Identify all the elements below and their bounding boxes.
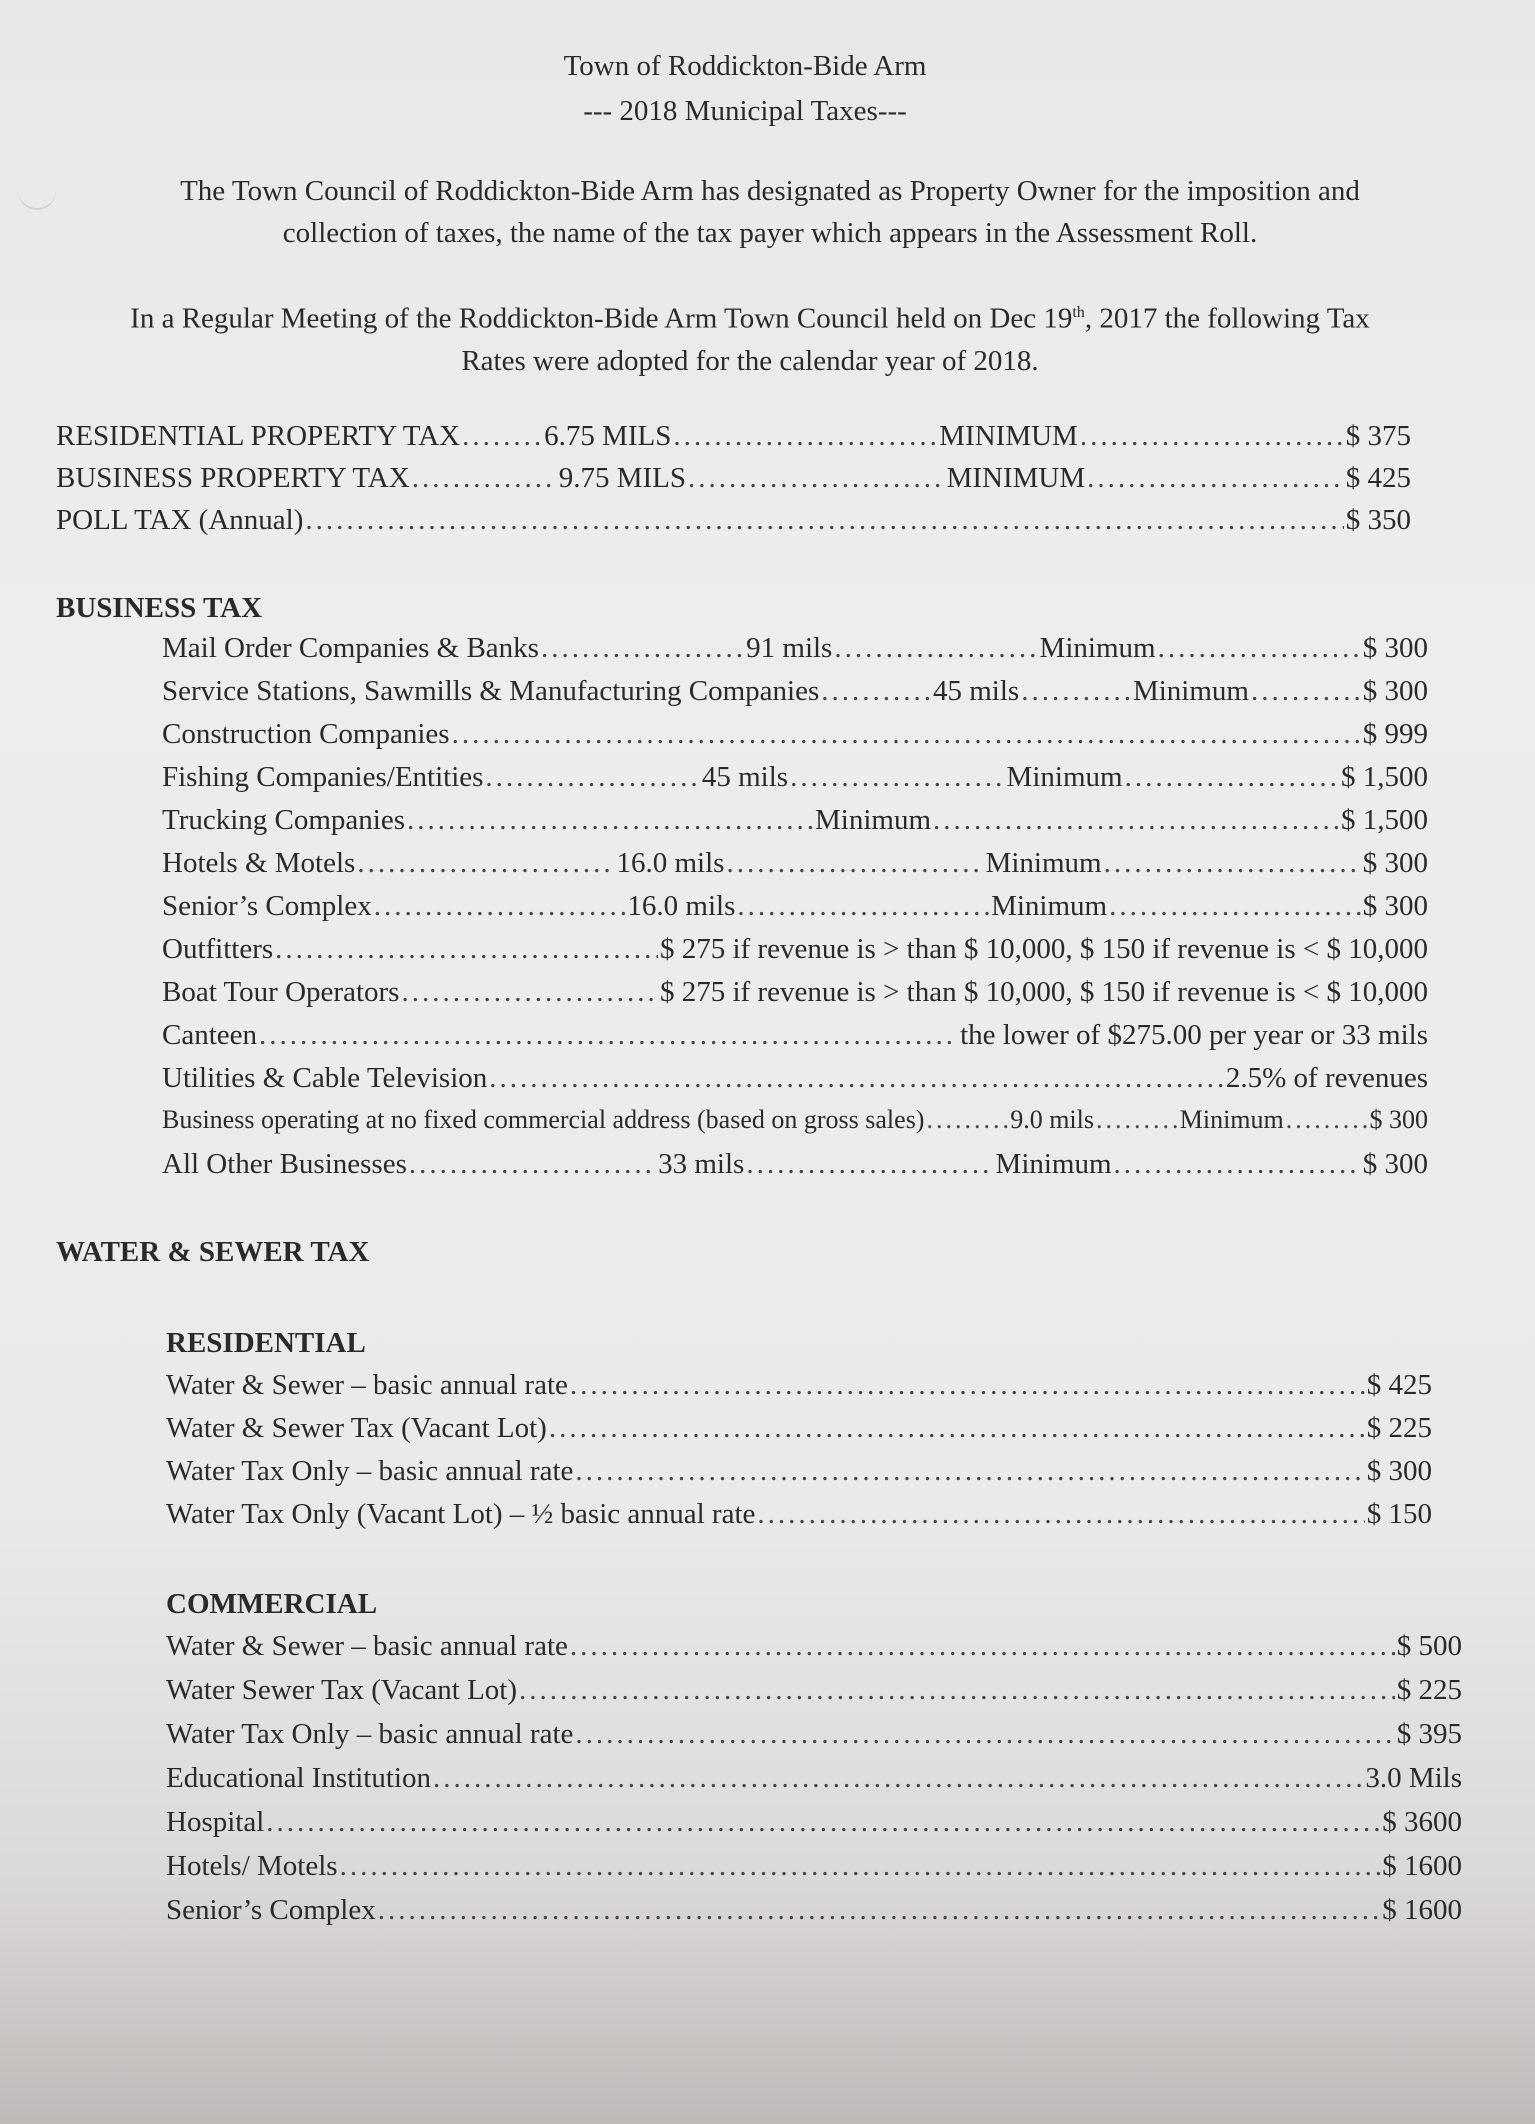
rate-amount: $ 300	[1362, 675, 1428, 707]
dot-leader	[489, 1062, 1224, 1095]
dot-leader	[1125, 761, 1339, 794]
minimum-label: Minimum	[985, 847, 1102, 879]
rate-label: Outfitters	[162, 933, 274, 965]
rate-amount: $ 395	[1396, 1718, 1462, 1750]
tax-rate-row	[166, 1498, 1432, 1531]
dot-leader	[549, 1412, 1365, 1445]
rate-label: Water Tax Only – basic annual rate	[166, 1718, 574, 1750]
dot-leader	[452, 718, 1361, 751]
rate-amount: $ 300	[1362, 632, 1428, 664]
rate-amount: $ 300	[1366, 1455, 1432, 1487]
rate-amount: $ 300	[1362, 847, 1428, 879]
dot-leader	[266, 1806, 1380, 1839]
tax-rate-row	[162, 933, 1428, 966]
rate-amount: $ 425	[1366, 1369, 1432, 1401]
dot-leader	[433, 1762, 1363, 1795]
dot-leader	[570, 1369, 1365, 1402]
rate-label: Water & Sewer – basic annual rate	[166, 1630, 568, 1662]
tax-rate-row	[166, 1806, 1462, 1839]
dot-leader	[575, 1455, 1364, 1488]
dot-leader	[357, 847, 614, 880]
rate-amount: $ 1,500	[1341, 761, 1429, 793]
dot-leader	[1114, 1148, 1361, 1181]
rate-mils: 9.0 mils	[1010, 1105, 1094, 1134]
rate-amount: $ 999	[1362, 718, 1428, 750]
dot-leader	[259, 1019, 958, 1052]
tax-rate-row	[166, 1718, 1462, 1751]
rate-label: Hospital	[166, 1806, 265, 1838]
rate-label: Water & Sewer – basic annual rate	[166, 1369, 568, 1401]
paper-crease-mark	[18, 186, 56, 210]
rate-mils: 91 mils	[746, 632, 833, 664]
dot-leader	[1104, 847, 1361, 880]
rate-label: Water Sewer Tax (Vacant Lot)	[166, 1674, 518, 1706]
dot-leader	[407, 804, 813, 837]
tax-rate-row	[166, 1369, 1432, 1402]
rate-amount: $ 1600	[1382, 1894, 1462, 1926]
rate-label: All Other Businesses	[162, 1148, 407, 1180]
rate-amount: 3.0 Mils	[1365, 1762, 1462, 1794]
dot-leader	[519, 1674, 1395, 1707]
tax-rate-row	[162, 847, 1428, 880]
dot-leader	[1096, 1105, 1178, 1135]
dot-leader	[1158, 632, 1361, 665]
rate-amount: $ 300	[1369, 1105, 1428, 1134]
rate-label: Hotels & Motels	[162, 847, 356, 879]
minimum-label: Minimum	[815, 804, 932, 836]
rate-amount: $ 500	[1396, 1630, 1462, 1662]
tax-rate-row	[166, 1762, 1462, 1795]
rate-label: Water & Sewer Tax (Vacant Lot)	[166, 1412, 547, 1444]
rate-label: Senior’s Complex	[162, 890, 372, 922]
rate-label: Educational Institution	[166, 1762, 431, 1794]
rate-amount: $ 150	[1366, 1498, 1432, 1530]
rate-amount: $ 300	[1362, 1148, 1429, 1180]
minimum-label: Minimum	[1006, 761, 1123, 793]
rate-amount: $ 3600	[1382, 1806, 1462, 1838]
tax-rate-row	[166, 1455, 1432, 1488]
document-title: Town of Roddickton-Bide Arm	[563, 50, 927, 82]
dot-leader	[926, 1105, 1008, 1135]
tax-rate-row	[162, 718, 1428, 751]
property-tax-row: POLL TAX (Annual) ..... $ 350	[56, 504, 1411, 537]
rate-label: Business operating at no fixed commercial address (based on gross sales)	[162, 1105, 925, 1134]
intro-paragraph-1: The Town Council of Roddickton-Bide Arm has designated as Property Owner for the imposition and collection of taxes, the name of the tax payer which appears in the Assessment Roll.	[180, 175, 1360, 249]
tax-rate-row	[166, 1674, 1462, 1707]
dot-leader	[746, 1148, 993, 1181]
dot-leader	[1021, 675, 1131, 708]
dot-leader	[378, 1894, 1381, 1927]
commercial-heading: COMMERCIAL	[166, 1588, 378, 1620]
dot-leader	[570, 1630, 1395, 1663]
residential-heading: RESIDENTIAL	[166, 1327, 366, 1359]
rate-label: Boat Tour Operators	[162, 976, 400, 1008]
dot-leader	[726, 847, 983, 880]
property-tax-row: RESIDENTIAL PROPERTY TAX ..... 6.75 MILS ..... MINIMUM ..... $ 375	[56, 420, 1411, 453]
rate-mils: 45 mils	[933, 675, 1020, 707]
dot-leader	[737, 890, 989, 923]
document-subtitle: --- 2018 Municipal Taxes---	[583, 95, 907, 127]
rate-mils: 16.0 mils	[616, 847, 725, 879]
dot-leader	[821, 675, 931, 708]
dot-leader	[575, 1718, 1394, 1751]
tax-rate-row	[162, 1062, 1428, 1095]
water-sewer-heading: WATER & SEWER TAX	[56, 1236, 370, 1268]
dot-leader	[790, 761, 1004, 794]
rate-amount: $ 225	[1396, 1674, 1462, 1706]
tax-rate-row	[162, 804, 1428, 837]
tax-rate-row	[166, 1630, 1462, 1663]
rate-amount: $ 300	[1362, 890, 1429, 922]
rate-label: Fishing Companies/Entities	[162, 761, 484, 793]
tax-rate-row	[162, 976, 1428, 1009]
rate-amount: $ 275 if revenue is > than $ 10,000, $ 150 if revenue is < $ 10,000	[659, 976, 1428, 1008]
rate-label: Canteen	[162, 1019, 258, 1051]
tax-rate-row	[166, 1412, 1432, 1445]
rate-amount: $ 1600	[1382, 1850, 1462, 1882]
tax-rate-row	[162, 1105, 1428, 1135]
rate-amount: $ 1,500	[1340, 804, 1428, 836]
business-tax-heading: BUSINESS TAX	[56, 592, 263, 624]
dot-leader	[834, 632, 1037, 665]
dot-leader	[1109, 890, 1361, 923]
rate-amount: 2.5% of revenues	[1225, 1062, 1428, 1094]
dot-leader	[541, 632, 744, 665]
minimum-label: Minimum	[1039, 632, 1156, 664]
tax-rate-row	[162, 632, 1428, 665]
dot-leader	[1251, 675, 1361, 708]
rate-label: Water Tax Only (Vacant Lot) – ½ basic annual rate	[166, 1498, 756, 1530]
dot-leader	[757, 1498, 1364, 1531]
minimum-label: Minimum	[991, 890, 1108, 922]
rate-mils: 16.0 mils	[627, 890, 736, 922]
dot-leader	[1286, 1105, 1368, 1135]
tax-rate-row	[162, 761, 1428, 794]
tax-rate-row	[162, 890, 1428, 923]
tax-rate-row	[162, 675, 1428, 708]
rate-amount: $ 275 if revenue is > than $ 10,000, $ 150 if revenue is < $ 10,000	[659, 933, 1428, 965]
tax-rate-row	[166, 1894, 1462, 1927]
rate-label: Utilities & Cable Television	[162, 1062, 488, 1094]
dot-leader	[933, 804, 1339, 837]
dot-leader	[340, 1850, 1381, 1883]
rate-label: Mail Order Companies & Banks	[162, 632, 539, 664]
dot-leader	[374, 890, 626, 923]
rate-amount: the lower of $275.00 per year or 33 mils	[960, 1019, 1428, 1051]
minimum-label: Minimum	[1132, 675, 1249, 707]
minimum-label: Minimum	[1179, 1105, 1284, 1134]
dot-leader	[275, 933, 658, 966]
rate-label: Hotels/ Motels	[166, 1850, 338, 1882]
rate-amount: $ 225	[1366, 1412, 1432, 1444]
dot-leader	[401, 976, 658, 1009]
tax-rate-row	[162, 1019, 1428, 1052]
dot-leader	[409, 1148, 656, 1181]
intro-paragraph-2: In a Regular Meeting of the Roddickton-Bide Arm Town Council held on Dec 19th, 2017 the following Tax Rates were adopted for the calendar year of 2018.	[130, 302, 1370, 377]
rate-label: Construction Companies	[162, 718, 450, 750]
rate-label: Trucking Companies	[162, 804, 406, 836]
minimum-label: Minimum	[995, 1148, 1112, 1180]
rate-label: Water Tax Only – basic annual rate	[166, 1455, 574, 1487]
rate-label: Service Stations, Sawmills & Manufacturing Companies	[162, 675, 820, 707]
tax-rate-row	[162, 1148, 1428, 1181]
dot-leader	[485, 761, 699, 794]
rate-mils: 45 mils	[701, 761, 789, 793]
rate-label: Senior’s Complex	[166, 1894, 376, 1926]
rate-mils: 33 mils	[658, 1148, 745, 1180]
property-tax-row: BUSINESS PROPERTY TAX ..... 9.75 MILS ..... MINIMUM ..... $ 425	[56, 462, 1411, 495]
tax-rate-row	[166, 1850, 1462, 1883]
